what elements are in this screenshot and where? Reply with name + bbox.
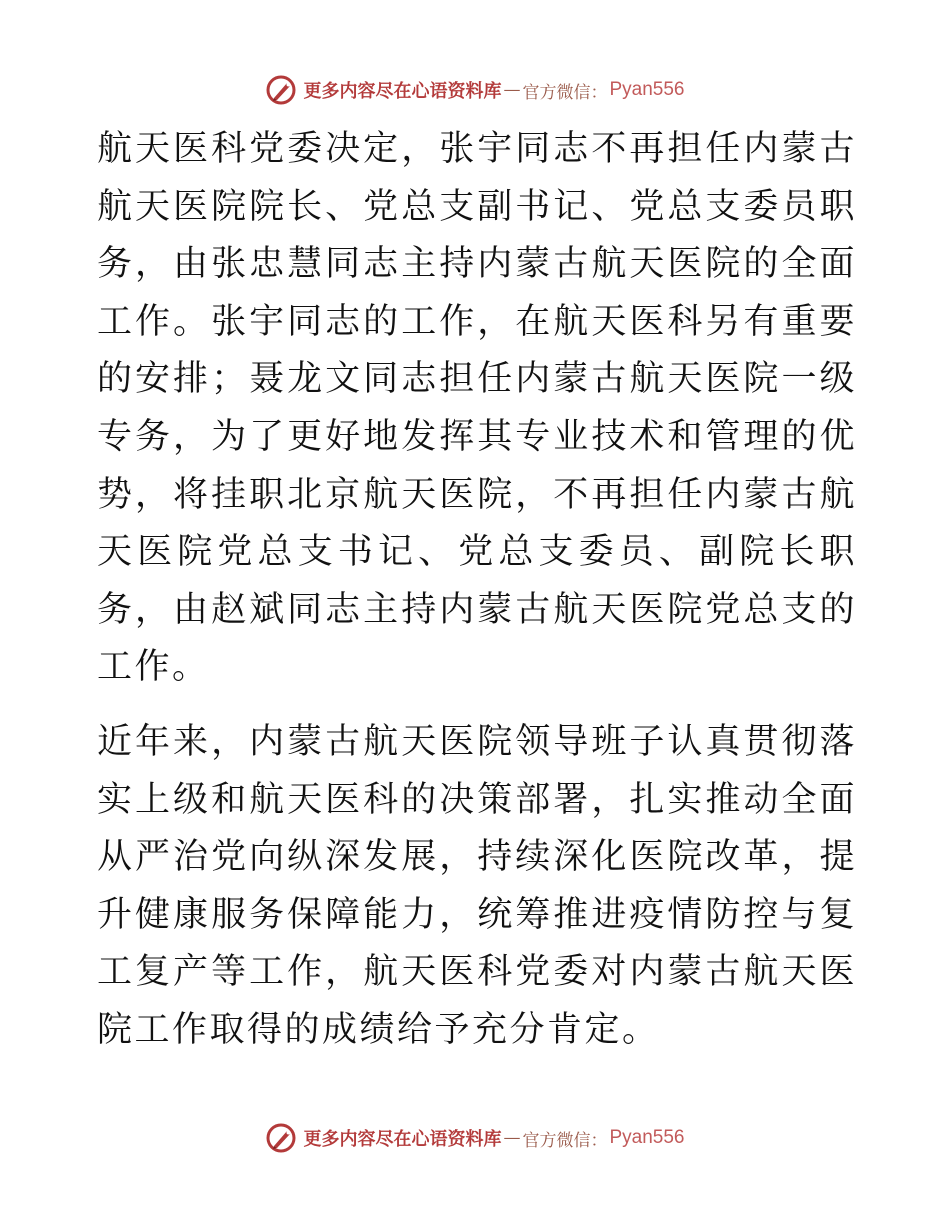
- header-banner: [0, 70, 950, 110]
- paragraph-2: 近年来，内蒙古航天医院领导班子认真贯彻落实上级和航天医科的决策部署，扎实推动全面从严治党向纵深发展，持续深化医院改革，提升健康服务保障能力，统筹推进疫情防控与复工复产等工作，航天医科党委对内蒙古航天医院工作取得的成绩给予充分肯定。: [97, 721, 857, 1050]
- banner-wechat-label: 官方微信：: [522, 1130, 608, 1151]
- footer-banner: [0, 1118, 950, 1158]
- document-body: [97, 121, 857, 1060]
- banner-separator: —: [503, 80, 521, 100]
- banner-main-text: 更多内容尽在心语资料库: [303, 81, 502, 102]
- banner-separator: —: [503, 1128, 521, 1148]
- banner-wechat-label: 官方微信：: [522, 82, 608, 103]
- banner-wechat-id: Pyan556: [609, 1127, 685, 1148]
- banner-wechat-id: Pyan556: [609, 79, 685, 100]
- pen-in-circle-icon: [265, 1122, 297, 1154]
- pen-in-circle-icon: [265, 74, 297, 106]
- paragraph-1: 航天医科党委决定，张宇同志不再担任内蒙古航天医院院长、党总支副书记、党总支委员职务，由张忠慧同志主持内蒙古航天医院的全面工作。张宇同志的工作，在航天医科另有重要的安排；聂龙文同志担任内蒙古航天医院一级专务，为了更好地发挥其专业技术和管理的优势，将挂职北京航天医院，不再担任内蒙古航天医院党总支书记、党总支委员、副院长职务，由赵斌同志主持内蒙古航天医院党总支的工作。: [97, 129, 857, 688]
- banner-main-text: 更多内容尽在心语资料库: [303, 1129, 502, 1150]
